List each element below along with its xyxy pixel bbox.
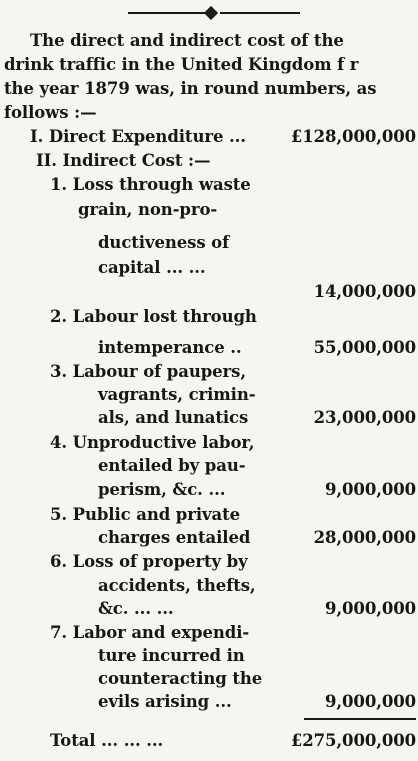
item-5-value: 28,000,000 [313, 528, 416, 547]
ornament-line-right [220, 12, 300, 14]
item-6-line-3: &c. ... ... [98, 599, 174, 618]
item-1-value: 14,000,000 [313, 282, 416, 301]
total-value: £275,000,000 [290, 731, 416, 750]
item-4-value: 9,000,000 [325, 480, 416, 499]
item-1-line-3: ductiveness of [98, 233, 230, 252]
item-7-value: 9,000,000 [325, 692, 416, 711]
intro-line-1: The direct and indirect cost of the [30, 31, 344, 50]
item-7-line-3: counteracting the [98, 669, 263, 688]
intro-line-3: the year 1879 was, in round numbers, as [4, 79, 377, 98]
item-5-line-2: charges entailed [98, 528, 251, 547]
total-rule [304, 718, 416, 720]
item-5-line-1: 5. Public and private [50, 505, 241, 524]
item-7-line-4: evils arising ... [98, 692, 232, 711]
intro-line-2: drink traffic in the United Kingdom f r [4, 55, 359, 74]
item-3-value: 23,000,000 [313, 408, 416, 427]
item-2-value: 55,000,000 [313, 338, 416, 357]
item-1-line-2: grain, non-pro- [78, 200, 218, 219]
direct-value: £128,000,000 [290, 127, 416, 146]
ornament-diamond [204, 6, 218, 20]
item-7-line-1: 7. Labor and expendi- [50, 623, 250, 642]
item-6-line-2: accidents, thefts, [98, 576, 256, 595]
direct-label: I. Direct Expenditure ... [30, 127, 246, 146]
total-label: Total ... ... ... [50, 731, 164, 750]
indirect-heading: II. Indirect Cost :— [36, 151, 211, 170]
item-4-line-3: perism, &c. ... [98, 480, 226, 499]
item-2-line-2: intemperance .. [98, 338, 242, 357]
item-3-line-1: 3. Labour of paupers, [50, 362, 246, 381]
item-6-value: 9,000,000 [325, 599, 416, 618]
item-3-line-2: vagrants, crimin- [98, 385, 256, 404]
item-4-line-2: entailed by pau- [98, 456, 246, 475]
item-7-line-2: ture incurred in [98, 646, 245, 665]
intro-line-4: follows :— [4, 103, 97, 122]
item-4-line-1: 4. Unproductive labor, [50, 433, 255, 452]
item-1-line-1: 1. Loss through waste [50, 175, 251, 194]
ornament-line-left [128, 12, 208, 14]
item-3-line-3: als, and lunatics [98, 408, 249, 427]
item-2-line-1: 2. Labour lost through [50, 307, 257, 326]
item-1-line-4: capital ... ... [98, 258, 206, 277]
item-6-line-1: 6. Loss of property by [50, 552, 248, 571]
